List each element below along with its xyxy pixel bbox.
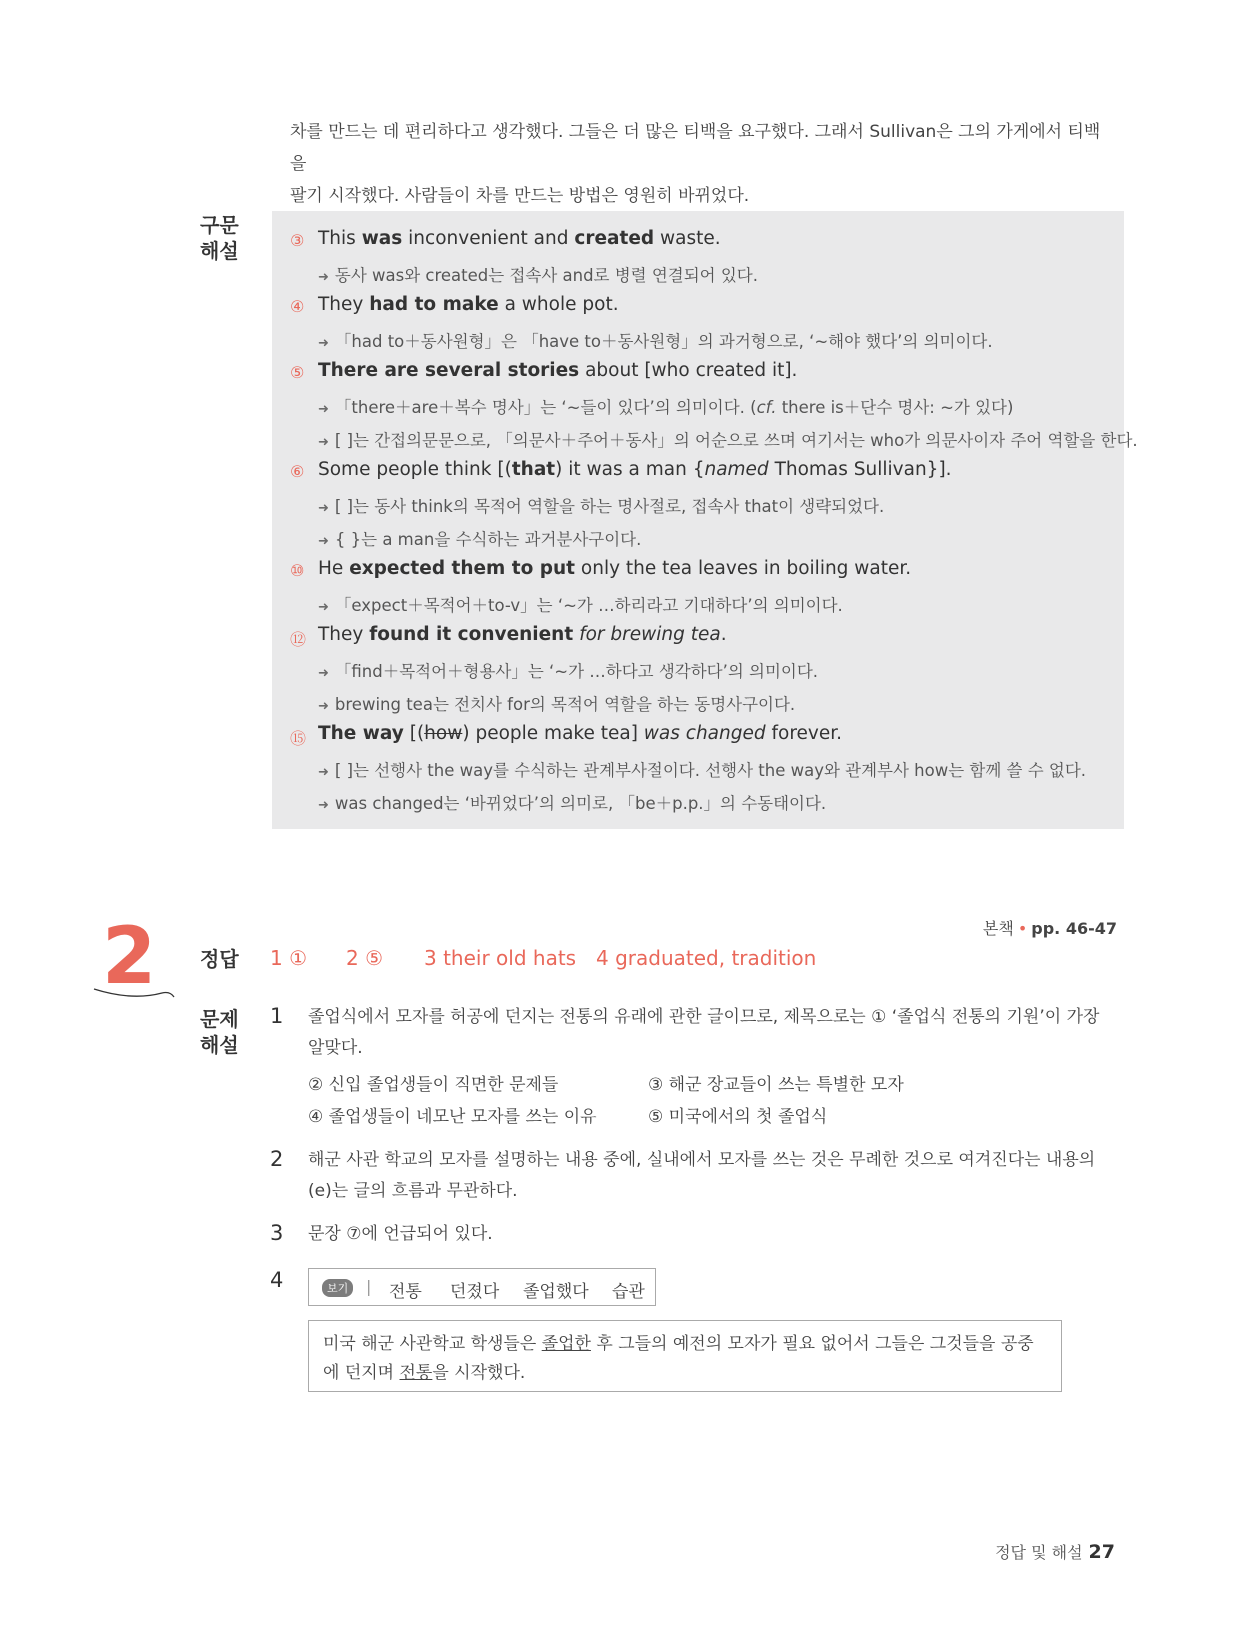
sentence-segment: about [who created it]. bbox=[579, 360, 798, 381]
page-ref-prefix: 본책 bbox=[982, 919, 1014, 938]
explanation-line bbox=[318, 658, 818, 682]
question-explanation: 졸업식에서 모자를 허공에 던지는 전통의 유래에 관한 글이므로, 제목으로는 ① ‘졸업식 전통의 기원’이 가장 알맞다. bbox=[308, 1007, 1100, 1058]
sentence-segment: ) it was a man { bbox=[555, 459, 705, 480]
explanation-text: cf. bbox=[756, 398, 777, 417]
word-bank-separator: | bbox=[366, 1277, 372, 1296]
answer-label: 정답 bbox=[200, 947, 239, 971]
example-sentence bbox=[318, 459, 952, 480]
sentence-segment: how bbox=[424, 723, 463, 744]
explanation-text: [ ]는 간접의문문으로, 「의문사＋주어＋동사」의 어순으로 쓰며 여기서는 who가 의문사이자 주어 역할을 한다. bbox=[334, 431, 1138, 450]
sentence-number: ④ bbox=[290, 297, 305, 316]
sentence-segment: inconvenient and bbox=[402, 228, 575, 249]
explanation-line bbox=[318, 691, 795, 715]
sentence-segment: They bbox=[318, 294, 370, 315]
example-sentence bbox=[318, 294, 619, 315]
sentence-number: ⑥ bbox=[290, 462, 305, 481]
word-bank-word: 던졌다 bbox=[450, 1282, 500, 1302]
sentence-segment: He bbox=[318, 558, 350, 579]
summary-text: 후 그들의 예전의 모자가 필요 없어서 그들은 그것들을 공중에 던지며 bbox=[323, 1334, 1034, 1383]
sentence-segment: ) people make tea] bbox=[462, 723, 644, 744]
example-sentence bbox=[318, 558, 911, 579]
sentence-segment: named bbox=[704, 459, 769, 480]
word-bank-word: 졸업했다 bbox=[523, 1282, 589, 1302]
option-item: ③ 해군 장교들이 쓰는 특별한 모자 bbox=[648, 1075, 904, 1095]
page-ref-dot: • bbox=[1017, 919, 1028, 938]
example-sentence bbox=[318, 723, 842, 744]
summary-box bbox=[308, 1320, 1062, 1392]
sentence-segment: This bbox=[318, 228, 362, 249]
answer-2: 2 ⑤ bbox=[346, 946, 384, 970]
sentence-segment: waste. bbox=[654, 228, 721, 249]
sentence-segment: expected them to put bbox=[349, 558, 576, 579]
section-number: 2 bbox=[102, 912, 157, 1002]
intro-paragraph bbox=[290, 116, 1110, 212]
arrow-icon: ➜ bbox=[318, 435, 329, 450]
sentence-segment: found it convenient bbox=[369, 624, 574, 645]
explanation-line bbox=[318, 394, 1013, 418]
sentence-segment: . bbox=[720, 624, 727, 645]
sentence-segment: for brewing tea bbox=[579, 624, 721, 645]
word-bank-word: 습관 bbox=[612, 1282, 645, 1302]
explanation-line bbox=[318, 757, 1086, 781]
word-bank-box bbox=[308, 1268, 656, 1306]
arrow-icon: ➜ bbox=[318, 336, 329, 351]
answer-1: 1 ① bbox=[270, 946, 308, 970]
example-sentence bbox=[318, 228, 721, 249]
summary-blank: 졸업한 bbox=[541, 1334, 591, 1354]
intro-line: 차를 만드는 데 편리하다고 생각했다. 그들은 더 많은 티백을 요구했다. 그래서 Sullivan은 그의 가게에서 티백을 bbox=[290, 122, 1101, 174]
explanation-text: 「expect＋목적어＋to-v」는 ‘~가 …하리라고 기대하다’의 의미이다. bbox=[334, 596, 843, 615]
explain-label-line: 문제 bbox=[200, 1007, 239, 1031]
arrow-icon: ➜ bbox=[318, 600, 329, 615]
section-number-swoosh bbox=[92, 985, 176, 1003]
arrow-icon: ➜ bbox=[318, 402, 329, 417]
word-bank-word: 전통 bbox=[389, 1282, 422, 1302]
answer-3: 3 their old hats bbox=[424, 946, 577, 970]
word-bank-tag: 보기 bbox=[322, 1279, 353, 1297]
explanation-line bbox=[318, 790, 826, 814]
example-sentence bbox=[318, 624, 727, 645]
sentence-number: ⑤ bbox=[290, 363, 305, 382]
sentence-segment: was bbox=[361, 228, 403, 249]
question-number: 2 bbox=[270, 1147, 284, 1171]
page-ref-pages: pp. 46-47 bbox=[1031, 919, 1117, 938]
answer-4: 4 graduated, tradition bbox=[596, 946, 817, 970]
sentence-segment: [( bbox=[403, 723, 425, 744]
summary-text: 을 시작했다. bbox=[432, 1363, 526, 1383]
explanation-line bbox=[318, 592, 843, 616]
summary-blank: 전통 bbox=[399, 1363, 433, 1383]
syntax-label-line: 구문 bbox=[200, 213, 239, 237]
arrow-icon: ➜ bbox=[318, 765, 329, 780]
sentence-segment: had to make bbox=[369, 294, 499, 315]
explanation-text: 「had to＋동사원형」은 「have to＋동사원형」의 과거형으로, ‘~해야 했다’의 의미이다. bbox=[334, 332, 993, 351]
question-explanation: 해군 사관 학교의 모자를 설명하는 내용 중에, 실내에서 모자를 쓰는 것은 무례한 것으로 여겨진다는 내용의 (e)는 글의 흐름과 무관하다. bbox=[308, 1150, 1096, 1201]
example-sentence bbox=[318, 360, 797, 381]
explanation-line bbox=[318, 526, 641, 550]
arrow-icon: ➜ bbox=[318, 534, 329, 549]
option-item: ④ 졸업생들이 네모난 모자를 쓰는 이유 bbox=[308, 1107, 597, 1127]
question-explanation: 문장 ⑦에 언급되어 있다. bbox=[308, 1224, 493, 1244]
arrow-icon: ➜ bbox=[318, 798, 329, 813]
arrow-icon: ➜ bbox=[318, 270, 329, 285]
explanation-line bbox=[318, 262, 758, 286]
sentence-number: ⑫ bbox=[290, 630, 307, 649]
sentence-segment: created bbox=[574, 228, 655, 249]
explain-label bbox=[200, 1006, 239, 1058]
arrow-icon: ➜ bbox=[318, 699, 329, 714]
question-number: 3 bbox=[270, 1221, 284, 1245]
explanation-text: 동사 was와 created는 접속사 and로 병렬 연결되어 있다. bbox=[334, 266, 758, 285]
sentence-segment: forever. bbox=[765, 723, 843, 744]
option-item: ⑤ 미국에서의 첫 졸업식 bbox=[648, 1107, 828, 1127]
explanation-text: [ ]는 선행사 the way를 수식하는 관계부사절이다. 선행사 the way와 관계부사 how는 함께 쓸 수 없다. bbox=[334, 761, 1086, 780]
sentence-segment: only the tea leaves in boiling water. bbox=[575, 558, 912, 579]
sentence-segment: Some people think [( bbox=[318, 459, 512, 480]
explanation-text: [ ]는 동사 think의 목적어 역할을 하는 명사절로, 접속사 that이 생략되었다. bbox=[334, 497, 885, 516]
arrow-icon: ➜ bbox=[318, 501, 329, 516]
sentence-segment: There are several stories bbox=[318, 360, 580, 381]
explanation-line bbox=[318, 427, 1138, 451]
option-item: ② 신입 졸업생들이 직면한 문제들 bbox=[308, 1075, 559, 1095]
footer-label: 정답 및 해설 bbox=[995, 1543, 1083, 1562]
question-number: 1 bbox=[270, 1004, 284, 1028]
page-reference bbox=[983, 916, 1117, 939]
explanation-text: 「there＋are＋복수 명사」는 ‘~들이 있다’의 의미이다. ( bbox=[334, 398, 757, 417]
sentence-number: ③ bbox=[290, 231, 305, 250]
explanation-line bbox=[318, 328, 993, 352]
question-number: 4 bbox=[270, 1268, 284, 1292]
explain-label-line: 해설 bbox=[200, 1033, 239, 1057]
explanation-text: was changed는 ‘바뀌었다’의 의미로, 「be＋p.p.」의 수동태이다. bbox=[334, 794, 827, 813]
arrow-icon: ➜ bbox=[318, 666, 329, 681]
syntax-label bbox=[200, 212, 239, 264]
explanation-text: there is＋단수 명사: ~가 있다) bbox=[776, 398, 1014, 417]
page-number: 27 bbox=[1088, 1541, 1115, 1563]
explanation-text: { }는 a man을 수식하는 과거분사구이다. bbox=[334, 530, 642, 549]
sentence-segment: a whole pot. bbox=[498, 294, 619, 315]
page-footer bbox=[995, 1540, 1115, 1563]
syntax-label-line: 해설 bbox=[200, 239, 239, 263]
summary-text: 미국 해군 사관학교 학생들은 bbox=[323, 1334, 542, 1354]
sentence-segment: was changed bbox=[643, 723, 766, 744]
sentence-segment: that bbox=[511, 459, 556, 480]
explanation-text: brewing tea는 전치사 for의 목적어 역할을 하는 동명사구이다. bbox=[334, 695, 796, 714]
sentence-segment: The way bbox=[318, 723, 404, 744]
sentence-segment: Thomas Sullivan}]. bbox=[768, 459, 952, 480]
intro-line: 팔기 시작했다. 사람들이 차를 만드는 방법은 영원히 바뀌었다. bbox=[290, 186, 750, 206]
sentence-segment: They bbox=[318, 624, 370, 645]
explanation-text: 「find＋목적어＋형용사」는 ‘~가 …하다고 생각하다’의 의미이다. bbox=[334, 662, 819, 681]
explanation-line bbox=[318, 493, 884, 517]
sentence-number: ⑮ bbox=[290, 729, 307, 748]
sentence-number: ⑩ bbox=[290, 561, 305, 580]
